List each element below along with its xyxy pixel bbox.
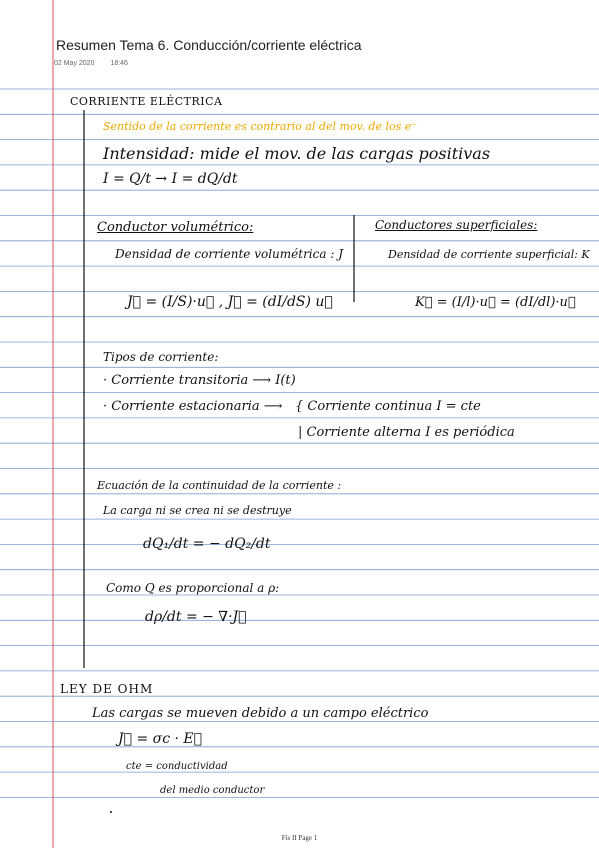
note-sentido-corriente: Sentido de la corriente es contrario al del mov. de los e⁻ — [103, 120, 418, 133]
formula-continuidad: dQ₁/dt = − dQ₂/dt — [143, 536, 271, 552]
formula-rho: dρ/dt = − ∇·J⃗ — [145, 609, 247, 625]
formula-ohm: J⃗ = σc · E⃗ — [118, 731, 203, 747]
ink-dot — [110, 811, 112, 813]
formula-volumetrica: J⃗ = (I/S)·u⃗ , J⃗ = (dI/dS) u⃗ — [127, 294, 333, 310]
note-densidad-superficial: Densidad de corriente superficial: K — [388, 248, 590, 261]
note-cte-conductividad: cte = conductividad — [126, 761, 228, 772]
note-carga-no-crea: La carga ni se crea ni se destruye — [103, 504, 292, 517]
note-medio-conductor: del medio conductor — [160, 785, 265, 796]
note-conductores-superficiales: Conductores superficiales: — [375, 218, 538, 232]
heading-ley-ohm: LEY DE OHM — [60, 682, 154, 696]
page-time: 18:46 — [110, 60, 128, 67]
note-corriente-alterna: | Corriente alterna I es periódica — [298, 425, 515, 440]
note-corriente-transitoria: · Corriente transitoria ⟶ I(t) — [103, 373, 296, 388]
note-corriente-estacionaria: · Corriente estacionaria ⟶ — [103, 399, 283, 414]
note-como-q: Como Q es proporcional a ρ: — [106, 581, 280, 595]
note-tipos-corriente: Tipos de corriente: — [103, 350, 219, 364]
note-ecuacion-continuidad: Ecuación de la continuidad de la corriente : — [97, 479, 342, 492]
page-date: 02 May 2020 — [54, 60, 95, 67]
note-corriente-continua: { Corriente continua I = cte — [295, 399, 481, 414]
formula-intensidad: I = Q/t → I = dQ/dt — [103, 171, 238, 187]
note-conductor-volumetrico: Conductor volumétrico: — [97, 220, 254, 235]
note-densidad-volumetrica: Densidad de corriente volumétrica : J — [115, 247, 344, 261]
heading-corriente-electrica: CORRIENTE ELÉCTRICA — [70, 95, 223, 108]
note-cargas-mueven: Las cargas se mueven debido a un campo eléctrico — [92, 706, 429, 721]
page-footer: Fís II Page 1 — [281, 834, 318, 842]
page-title: Resumen Tema 6. Conducción/corriente eléctrica — [56, 37, 362, 53]
note-intensidad: Intensidad: mide el mov. de las cargas positivas — [103, 144, 491, 163]
formula-superficial: K⃗ = (I/l)·u⃗ = (dI/dl)·u⃗ — [415, 295, 576, 310]
